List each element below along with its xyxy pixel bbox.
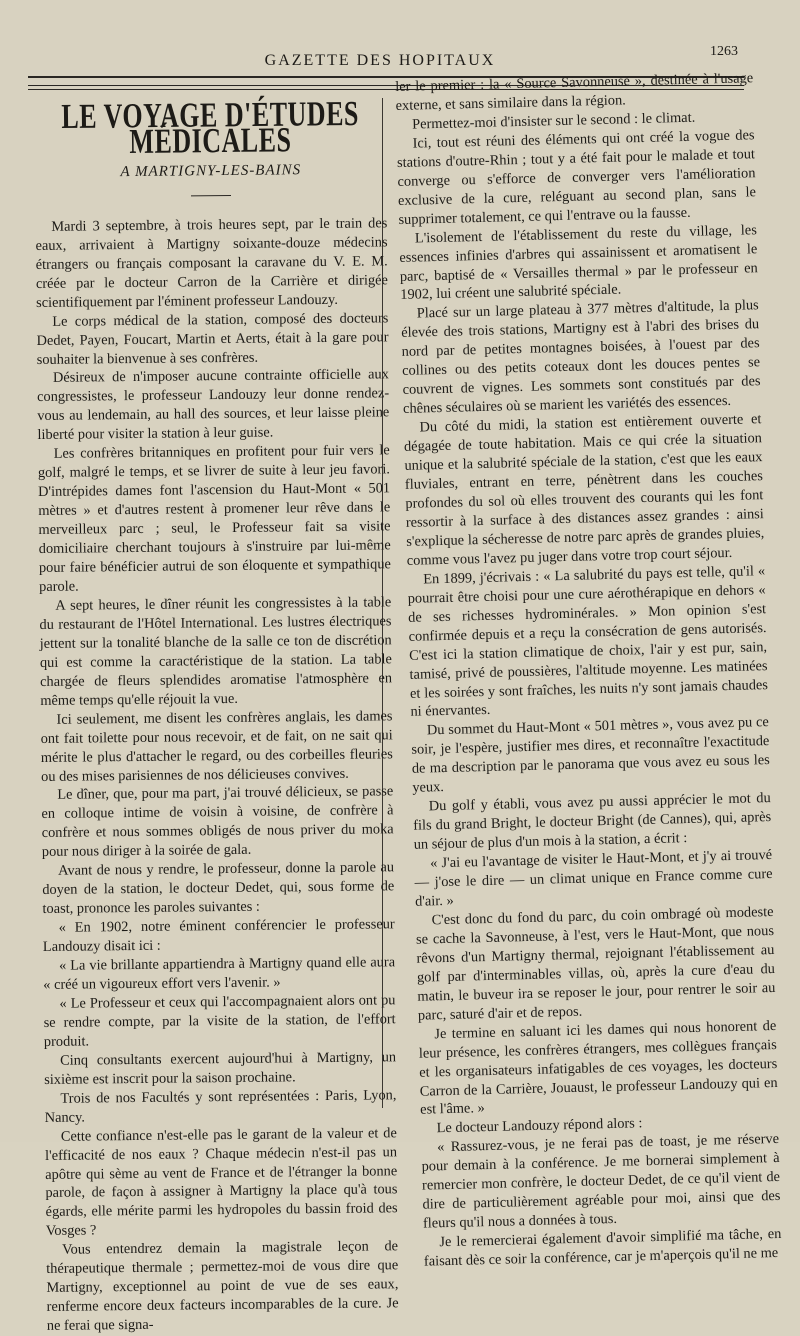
paragraph: Désireux de n'imposer aucune contrainte officielle aux congressistes, le professeur Landouzy leur donne rendez-vous au lendemain, au hall des sources, et leur laisse pleine liberté pour visiter la station à leur guise.	[37, 366, 390, 444]
paragraph: L'isolement de l'établissement du reste du village, les essences infinies d'arbres qui assainissent et aromatisent le parc, baptisé de « Versailles thermal » par le professeur en 1902, lui créent une salubrité spéciale.	[399, 221, 758, 304]
paragraph: A sept heures, le dîner réunit les congressistes à la table du restaurant de l'Hôtel International. Les lustres électriques jettent sur la tonalité blanche de la salle ce ton de discrétion qui est comme la caractéristique de la station. La table chargée de fleurs splendides aromatise l'atmosphère en même temps qu'elle réjouit la vue.	[39, 594, 393, 709]
article-headline: LE VOYAGE D'ÉTUDES MÉDICALES	[61, 93, 360, 162]
paragraph: Je le remercierai également d'avoir simplifié ma tâche, en faisant dès ce soir la conférence, car je m'aperçois qu'il ne me	[423, 1226, 782, 1270]
paragraph: Le dîner, que, pour ma part, j'ai trouvé délicieux, se passe en colloque intime de voisin à voisine, de confrère à confrère et nous sommes obligés de nous priver du moka pour nous diriger à la soirée de gala.	[41, 783, 394, 861]
paragraph: Permettez-moi d'insister sur le second : le climat.	[411, 109, 696, 133]
paragraph: Le corps médical de la station, composé des docteurs Dedet, Payen, Foucart, Martin et Aerts, était à la gare pour souhaiter la bienvenue à ses confrères.	[36, 309, 389, 368]
title-separator	[191, 195, 231, 196]
paragraph: C'est donc du fond du parc, du coin ombragé où modeste se cache la Savonneuse, à l'est, vers le Haut-Mont, que nous rêvons d'un Martigny thermal, rejoignant l'établissement au golf par d'interminables villas, où, après la cure d'eau du matin, le buveur ira se reposer le jour, pour rentrer le soir au parc, saturé d'air et de repos.	[415, 903, 776, 1024]
paragraph: Du côté du midi, la station est entièrement ouverte et dégagée de toute habitation. Mais ce qui crée la situation unique et la salubrité spéciale de la station, c'est que les eaux fluviales, entrant en terre, pénètrent dans les couches profondes du sol où elles trouvent des courants qui les font ressortir à la surface à des distances assez grandes : ainsi s'explique la sécheresse de notre parc après de grandes pluies, comme vous l'avez pu juger dans votre trop court séjour.	[403, 411, 765, 569]
paragraph: ler le premier : la « Source Savonneuse », destinée à l'usage externe, et sans similaire dans la région.	[395, 70, 754, 114]
paragraph: Trois de nos Facultés y sont représentées : Paris, Lyon, Nancy.	[44, 1086, 397, 1126]
article-subheadline: A MARTIGNY-LES-BAINS	[120, 162, 302, 181]
paragraph: « Rassurez-vous, je ne ferai pas de toast, je me réserve pour demain à la conférence. Je me bornerai simplement à remercier mon confrère, le docteur Dedet, de ce qu'il vient de dire de particulièrement agréable pour moi, ainsi que des fleurs qu'il nous a données à tous.	[421, 1131, 781, 1232]
paragraph: Cette confiance n'est-elle pas le garant de la valeur et de l'efficacité de nos eaux ? Chaque médecin n'est-il pas un apôtre qui sème au vent de France et de l'étranger la bonne parole, de façon à assigner à Martigny la place qu'à tous égards, elle mérite parmi les hydropoles du bassin froid des Vosges ?	[44, 1124, 398, 1240]
paragraph: Ici, tout est réuni des éléments qui ont créé la vogue des stations d'outre-Rhin ; tout y a été fait pour le malade et tout converge ou s'efforce de converger vers l'amélioration exclusive de la cure, reléguant au second plan, sans le supprimer totalement, ce qui l'entrave ou la fausse.	[396, 127, 757, 228]
paragraph: Le docteur Landouzy répond alors :	[436, 1115, 643, 1137]
right-column	[395, 69, 782, 1271]
paragraph: « J'ai eu l'avantage de visiter le Haut-Mont, et j'y ai trouvé — j'ose le dire — un climat unique en France comme cure d'air. »	[414, 847, 773, 910]
paragraph: Mardi 3 septembre, à trois heures sept, par le train des eaux, arrivaient à Martigny soixante-douze médecins étrangers ou français composant la caravane du V. E. M. créée par le docteur Carron de la Carrière et dirigée scientifiquement par l'éminent professeur Landouzy.	[35, 215, 388, 311]
left-column	[34, 93, 399, 1336]
paragraph: Du golf y établi, vous avez pu aussi apprécier le mot du fils du grand Bright, le docteur Bright (de Cannes), qui, après un séjour de plus d'un mois à la station, a écrit :	[413, 790, 772, 853]
paragraph: Ici seulement, me disent les confrères anglais, les dames ont fait toilette pour nous recevoir, et de fait, on ne sait qui mérite le plus d'attacher le regard, ou des corbeilles fleuries ou des mises parisiennes de nos délicieuses convives.	[40, 707, 393, 785]
journal-title: GAZETTE DES HOPITAUX	[264, 52, 496, 69]
paragraph: Du sommet du Haut-Mont « 501 mètres », vous avez pu ce soir, je l'espère, justifier mes dires, et reconnaître l'exactitude de ma description par le panorama que vous avez eu sous les yeux.	[411, 714, 770, 797]
paragraph: « En 1902, notre éminent conférencier le professeur Landouzy disait ici :	[42, 916, 395, 956]
page-number: 1263	[710, 44, 738, 59]
paragraph: Cinq consultants exercent aujourd'hui à Martigny, un sixième est inscrit pour la saison prochaine.	[44, 1049, 397, 1088]
paragraph: Vous entendrez demain la magistrale leçon de thérapeutique thermale ; permettez-moi de vous dire que Martigny, exceptionnel au point de vue de ses eaux, renferme encore deux facteurs incomparables de la cure. Je ne ferai que signa-	[46, 1238, 399, 1335]
paragraph: Placé sur un large plateau à 377 mètres d'altitude, la plus élevée des trois stations, Martigny est à l'abri des brises du nord par de petites montagnes boisées, à l'ouest par des collines ou des petits coteaux dont les douces pentes se couvrent de vignes. Les sommets sont constitués par des chênes séculaires où se marient les variétés des essences.	[401, 297, 761, 418]
paragraph: « Le Professeur et ceux qui l'accompagnaient alors ont pu se rendre compte, par la visite de la station, de l'effort produit.	[43, 992, 396, 1050]
paragraph: Je termine en saluant ici les dames qui nous honorent de leur présence, les confrères étrangers, mes collègues français et les organisateurs infatigables de ces voyages, les docteurs Carron de la Carrière, Jouaust, le professeur Landouzy qui en est l'âme. »	[418, 1017, 778, 1119]
paragraph: Avant de nous y rendre, le professeur, donne la parole au doyen de la station, le docteur Dedet, qui, sous forme de toast, prononce les paroles suivantes :	[42, 859, 395, 918]
paragraph: Les confrères britanniques en profitent pour fuir vers le golf, malgré le temps, et se livrer de suite à leur jeu favori. D'intrépides dames font l'ascension du Haut-Mont « 501 mètres » et d'autres restent à promener leur rêve dans le merveilleux parc ; seul, le Professeur fait sa visite domiciliaire cherchant toujours à s'instruire par lui-même pour faire bénéficier autrui de son éloquente et sympathique parole.	[37, 442, 391, 595]
paragraph: « La vie brillante appartiendra à Martigny quand elle aura « créé un vigoureux effort vers l'avenir. »	[43, 954, 396, 993]
paragraph: En 1899, j'écrivais : « La salubrité du pays est telle, qu'il « pourrait être choisi pour une cure aérothérapique en dehors « de ses richesses hydrominérales. » Mon opinion s'est confirmée depuis et a reçu la consécration de gens autorisés. C'est ici la station climatique de choix, l'air y est pur, sain, tamisé, privé de poussières, l'altitude moyenne. Les matinées et les soirées y sont fraîches, les nuits n'y sont jamais chaudes ni énervantes.	[407, 562, 769, 721]
